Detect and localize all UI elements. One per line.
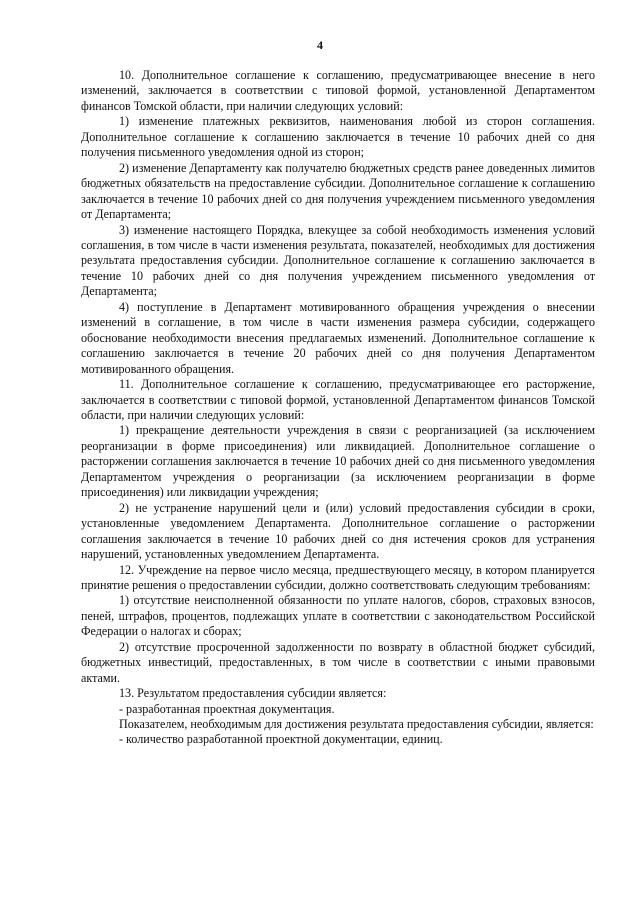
paragraph-10-item-3: 3) изменение настоящего Порядка, влекущее за собой необходимость изменения условий соглашения, в том числе в части изменения результата, показателей, необходимых для достижения результата предоставления субсидии. Дополнительное соглашение к соглашению заключается в течение 10 рабочих дней со дня получения учреждением письменного уведомления от Департамента; xyxy=(81,222,595,299)
paragraph-10-item-4: 4) поступление в Департамент мотивированного обращения учреждения о внесении изменений в соглашение, в том числе в части изменения размера субсидии, содержащего обоснование необходимости внесения предлагаемых изменений. Дополнительное соглашение к соглашению заключается в течение 20 рабочих дней со дня получения Департаментом мотивированного обращения. xyxy=(81,299,595,376)
paragraph-indicator-item: - количество разработанной проектной документации, единиц. xyxy=(119,732,443,747)
paragraph-10-intro: 10. Дополнительное соглашение к соглашению, предусматривающее внесение в него изменений, заключается в соответствии с типовой формой, установленной Департаментом финансов Томской области, при наличии следующих условий: xyxy=(81,68,595,113)
paragraph-12-item-2: 2) отсутствие просроченной задолженности по возврату в областной бюджет субсидий, бюджетных инвестиций, предоставленных, в том числе в соответствии с иными правовыми актами. xyxy=(81,639,595,685)
paragraph-13-intro: 13. Результатом предоставления субсидии является: xyxy=(119,686,387,701)
page-number: 4 xyxy=(317,38,323,52)
paragraph-11-intro: 11. Дополнительное соглашение к соглашению, предусматривающее его расторжение, заключается в соответствии с типовой формой, установленной Департаментом финансов Томской области, при наличии следующих условий: xyxy=(81,377,595,422)
paragraph-12-intro: 12. Учреждение на первое число месяца, предшествующего месяцу, в котором планируется принятие решения о предоставлении субсидии, должно соответствовать следующим требованиям: xyxy=(81,562,595,592)
paragraph-indicator-intro: Показателем, необходимым для достижения результата предоставления субсидии, является: xyxy=(119,717,594,732)
paragraph-11-item-2: 2) не устранение нарушений цели и (или) условий предоставления субсидии в сроки, установленные уведомлением Департамента. Дополнительное соглашение о расторжении соглашения заключается в течение 10 рабочих дней со дня истечения сроков для устранения нарушений, установленных уведомлением Департамента. xyxy=(81,500,595,562)
paragraph-10-item-2: 2) изменение Департаменту как получателю бюджетных средств ранее доведенных лимитов бюджетных обязательств на предоставление субсидии. Дополнительное соглашение к соглашению заключается в течение 10 рабочих дней со дня получения учреждением письменного уведомления от Департамента; xyxy=(81,160,595,222)
paragraph-10-item-1: 1) изменение платежных реквизитов, наименования любой из сторон соглашения. Дополнительное соглашение к соглашению заключается в течение 10 рабочих дней со дня получения письменного уведомления одной из сторон; xyxy=(81,114,595,160)
paragraph-12-item-1: 1) отсутствие неисполненной обязанности по уплате налогов, сборов, страховых взносов, пеней, штрафов, процентов, подлежащих уплате в соответствии с законодательством Российской Федерации о налогах и сборах; xyxy=(81,593,595,639)
paragraph-13-result: - разработанная проектная документация. xyxy=(119,701,335,716)
paragraph-11-item-1: 1) прекращение деятельности учреждения в связи с реорганизацией (за исключением реорганизации в форме присоединения) или ликвидацией. Дополнительное соглашение о расторжении соглашения заключается в течение 10 рабочих дней со дня письменного уведомления Департаментом учреждения о реорганизации (за исключением реорганизации в форме присоединения) или ликвидации учреждения; xyxy=(81,423,595,500)
document-body xyxy=(81,68,595,748)
